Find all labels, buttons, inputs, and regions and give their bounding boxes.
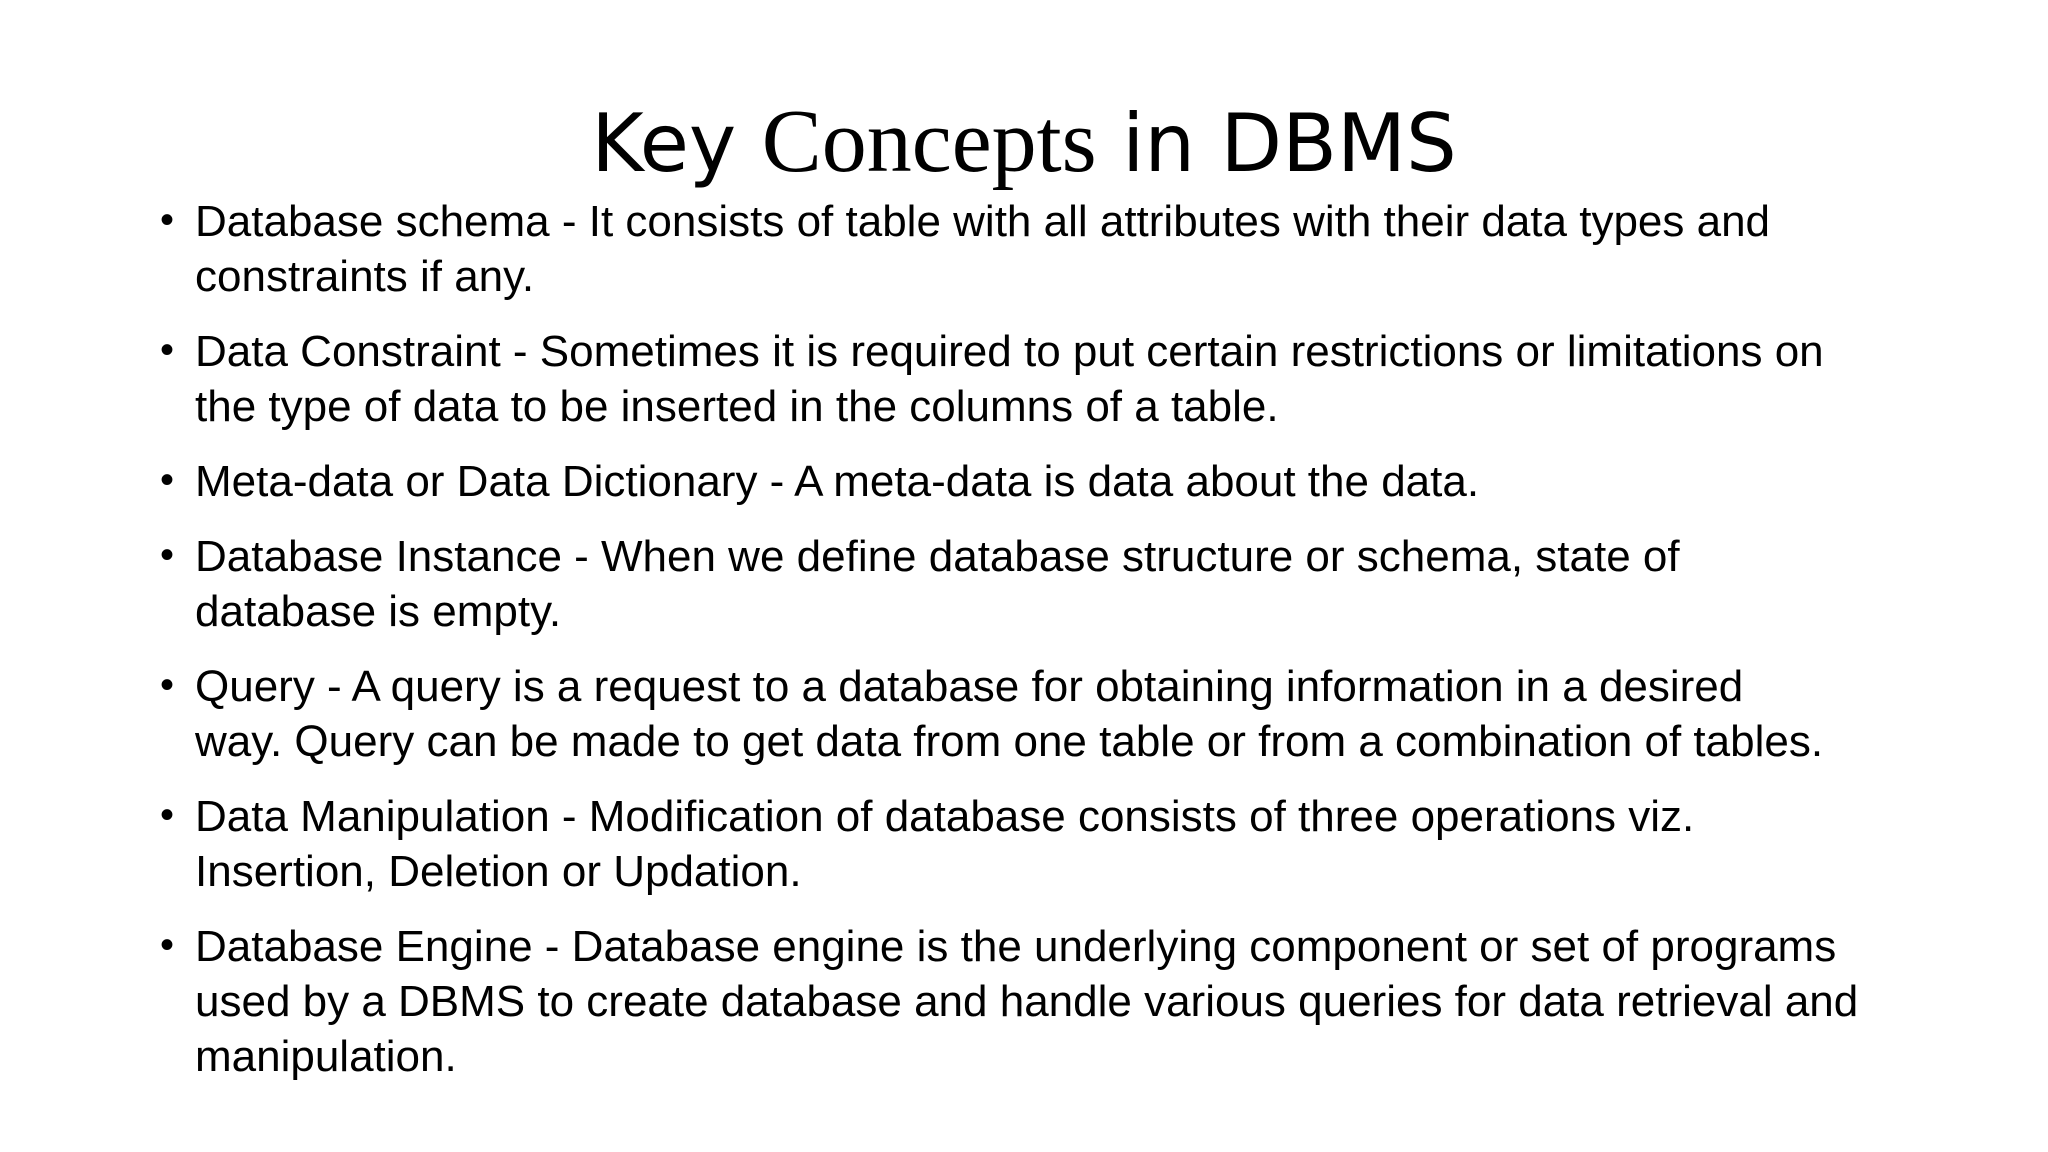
bullet-text-line: used by a DBMS to create database and handle various queries for data retrieval and xyxy=(195,977,1859,1026)
bullet-query xyxy=(158,659,1958,769)
slide-title xyxy=(0,92,2048,194)
bullet-icon: • xyxy=(160,198,175,242)
bullet-meta-data xyxy=(158,454,1958,509)
bullet-icon: • xyxy=(160,793,175,837)
bullet-text-line: Data Constraint - Sometimes it is required to put certain restrictions or limitations on xyxy=(195,327,1824,376)
title-word-key: Key xyxy=(591,96,737,190)
bullet-text-line: Database Instance - When we define database structure or schema, state of xyxy=(195,532,1680,581)
bullet-icon: • xyxy=(160,328,175,372)
bullet-text-line: database is empty. xyxy=(195,587,562,636)
bullet-text-line: Meta-data or Data Dictionary - A meta-data is data about the data. xyxy=(195,457,1480,506)
bullet-text-line: Query - A query is a request to a database for obtaining information in a desired xyxy=(195,662,1744,711)
title-word-dbms: in DBMS xyxy=(1122,96,1457,190)
title-word-concepts: Concepts xyxy=(761,91,1097,191)
bullet-text-line: the type of data to be inserted in the columns of a table. xyxy=(195,382,1279,431)
bullet-list xyxy=(158,194,1958,1104)
bullet-icon: • xyxy=(160,533,175,577)
bullet-database-engine xyxy=(158,919,1958,1084)
bullet-text-line: Insertion, Deletion or Updation. xyxy=(195,847,802,896)
bullet-database-schema xyxy=(158,194,1958,304)
bullet-text-line: manipulation. xyxy=(195,1032,457,1081)
bullet-data-constraint xyxy=(158,324,1958,434)
bullet-icon: • xyxy=(160,663,175,707)
bullet-text-line: way. Query can be made to get data from one table or from a combination of tables. xyxy=(195,717,1824,766)
bullet-database-instance xyxy=(158,529,1958,639)
bullet-text-line: Database schema - It consists of table with all attributes with their data types and xyxy=(195,197,1771,246)
bullet-icon: • xyxy=(160,458,175,502)
bullet-text-line: Database Engine - Database engine is the underlying component or set of programs xyxy=(195,922,1837,971)
bullet-icon: • xyxy=(160,923,175,967)
bullet-data-manipulation xyxy=(158,789,1958,899)
bullet-text-line: constraints if any. xyxy=(195,252,535,301)
bullet-text-line: Data Manipulation - Modification of database consists of three operations viz. xyxy=(195,792,1695,841)
